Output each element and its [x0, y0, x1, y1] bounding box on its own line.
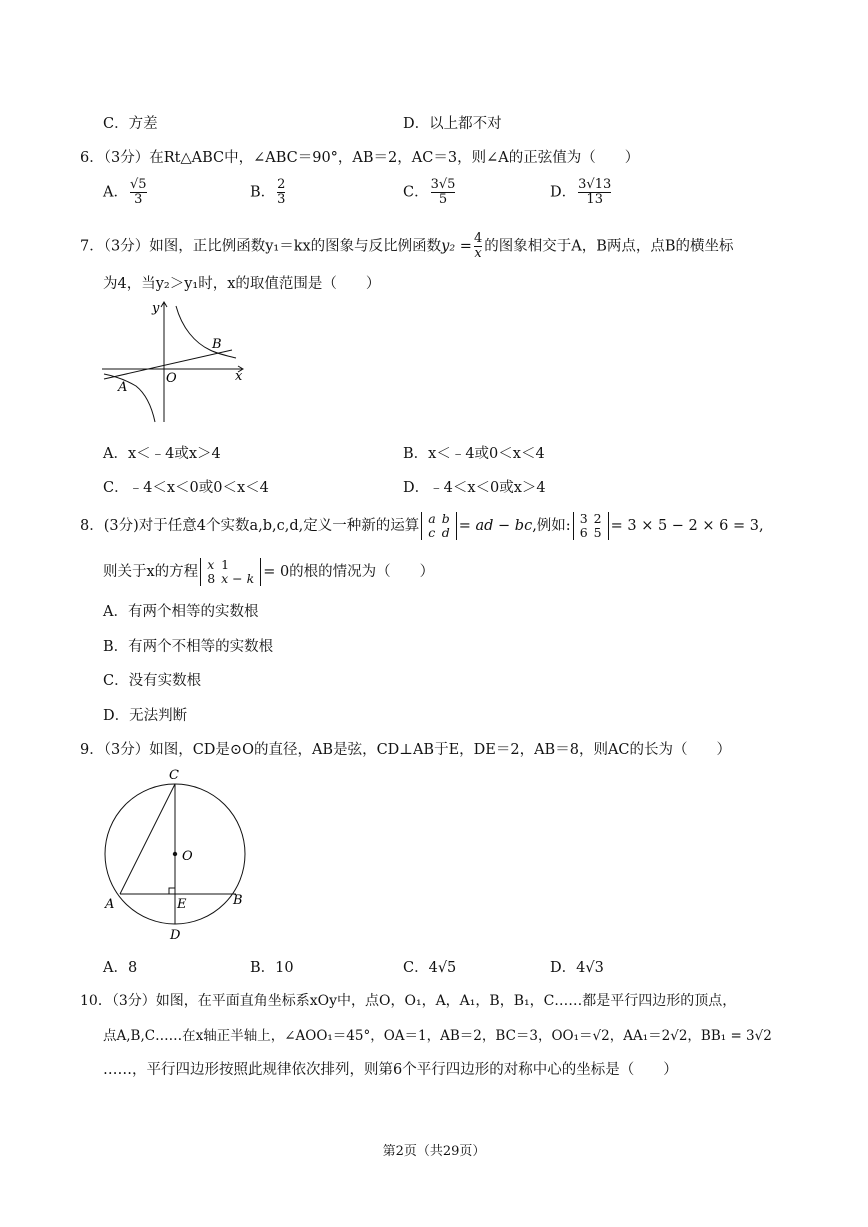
page-footer: 第2页（共29页）	[382, 1144, 486, 1159]
q7-stem-part2: 的图象相交于A，B两点，点B的横坐标	[484, 238, 734, 255]
q7-option-b: B．x＜﹣4或0＜x＜4	[403, 446, 545, 462]
det-cell: a	[428, 511, 436, 526]
numerator: 4	[473, 231, 483, 246]
graph-y-label: y	[152, 301, 160, 316]
point-b-label: B	[233, 893, 243, 908]
q9-option-a: A．8	[103, 960, 138, 976]
q7-y2-label: y₂ =	[441, 238, 472, 255]
q7-stem-line2: 为4，当y₂＞y₁时，x的取值范围是（ ）	[103, 276, 381, 292]
q9-option-d: D．4√3	[550, 960, 604, 976]
det-cell: 3	[579, 511, 588, 526]
q10-line1: 10．（3分）如图，在平面直角坐标系xOy中，点O，O₁，A，A₁，B，B₁，C……都是平行四边形的顶点，	[80, 993, 737, 1009]
numerator: √5	[129, 177, 147, 192]
option-letter: C．	[403, 184, 429, 201]
point-a-label: A	[105, 897, 115, 912]
graph-x-label: x	[235, 369, 243, 384]
denominator: x	[474, 246, 482, 261]
q8-stem-line1	[80, 512, 764, 540]
fraction	[130, 178, 147, 207]
det-cell: 6	[579, 525, 588, 540]
q6-option-d	[550, 178, 613, 207]
q8-line2-part2: 的根的情况为（ ）	[289, 564, 435, 580]
graph-point-a-label: A	[118, 380, 128, 395]
denominator: 13	[586, 192, 603, 207]
point-c-label: C	[169, 768, 179, 783]
point-o-label: O	[182, 849, 193, 864]
det-cell: x − k	[221, 571, 255, 586]
graph-point-b-label: B	[212, 337, 222, 352]
q9-circle-diagram	[98, 765, 258, 945]
det-cell: b	[441, 511, 450, 526]
determinant-example	[573, 512, 609, 540]
q9-option-b: B．10	[250, 960, 294, 976]
q8-stem-part1: 8．(3分)对于任意4个实数a,b,c,d,定义一种新的运算	[80, 518, 420, 534]
det-cell: c	[428, 525, 436, 540]
fraction	[474, 232, 482, 261]
q7-stem-line1	[80, 232, 734, 261]
determinant-equation	[200, 558, 261, 586]
option-letter: D．	[550, 184, 577, 201]
denominator: 5	[438, 192, 448, 207]
denominator: 3	[277, 192, 286, 207]
q10-line3: ……，平行四边形按照此规律依次排列，则第6个平行四边形的对称中心的坐标是（ ）	[103, 1062, 678, 1078]
point-e-label: E	[177, 897, 187, 912]
det-cell: 8	[207, 571, 216, 586]
q9-option-c: C．4√5	[403, 960, 457, 976]
q8-option-a: A．有两个相等的实数根	[103, 604, 259, 620]
option-letter: B．	[250, 184, 276, 201]
q5-option-d: D．以上都不对	[403, 116, 502, 132]
denominator: 3	[134, 192, 143, 207]
q8-definition: = ad − bc	[458, 518, 533, 534]
q8-option-b: B．有两个不相等的实数根	[103, 639, 274, 655]
q8-line2-part1: 则关于x的方程	[103, 564, 199, 580]
fraction	[277, 178, 285, 207]
q6-stem: 6．（3分）在Rt△ABC中，∠ABC＝90°，AB＝2，AC＝3，则∠A的正弦值为（ ）	[80, 150, 640, 166]
det-cell: 5	[593, 525, 602, 540]
det-cell: d	[441, 525, 450, 540]
q7-option-d: D．﹣4＜x＜0或x＞4	[403, 480, 546, 496]
fraction	[431, 178, 456, 207]
point-d-label: D	[170, 928, 181, 943]
q6-option-b	[250, 178, 287, 207]
q8-example-result: = 3 × 5 − 2 × 6 = 3,	[610, 518, 764, 534]
q8-equation-rhs: = 0	[263, 564, 290, 580]
fraction	[578, 178, 611, 207]
q7-option-c: C．﹣4＜x＜0或0＜x＜4	[103, 480, 269, 496]
option-letter: A．	[103, 184, 128, 201]
q7-option-a: A．x＜﹣4或x＞4	[103, 446, 221, 462]
det-cell: x	[207, 557, 215, 572]
determinant-general	[421, 512, 456, 540]
det-cell: 1	[221, 557, 230, 572]
det-cell: 2	[593, 511, 602, 526]
q8-example-label: ,例如:	[532, 518, 571, 534]
q8-option-d: D．无法判断	[103, 708, 188, 724]
q8-stem-line2	[103, 558, 434, 586]
q9-stem: 9．（3分）如图，CD是⊙O的直径，AB是弦，CD⊥AB于E，DE＝2，AB＝8，则AC的长为（ ）	[80, 742, 732, 758]
q8-option-c: C．没有实数根	[103, 673, 202, 689]
numerator: 3√5	[430, 177, 456, 192]
numerator: 3√13	[578, 177, 612, 192]
q7-stem-part1: 7．（3分）如图，正比例函数y₁＝kx的图象与反比例函数	[80, 238, 442, 255]
graph-origin-label: O	[166, 371, 177, 386]
q6-option-a	[103, 178, 149, 207]
q7-graph	[100, 298, 250, 428]
q5-option-c: C．方差	[103, 116, 158, 132]
q10-line2: 点A,B,C……在x轴正半轴上，∠AOO₁＝45°，OA＝1，AB＝2，BC＝3，OO₁＝√2，AA₁＝2√2，BB₁ = 3√2	[103, 1028, 772, 1044]
q6-option-c	[403, 178, 457, 207]
numerator: 2	[277, 177, 286, 192]
